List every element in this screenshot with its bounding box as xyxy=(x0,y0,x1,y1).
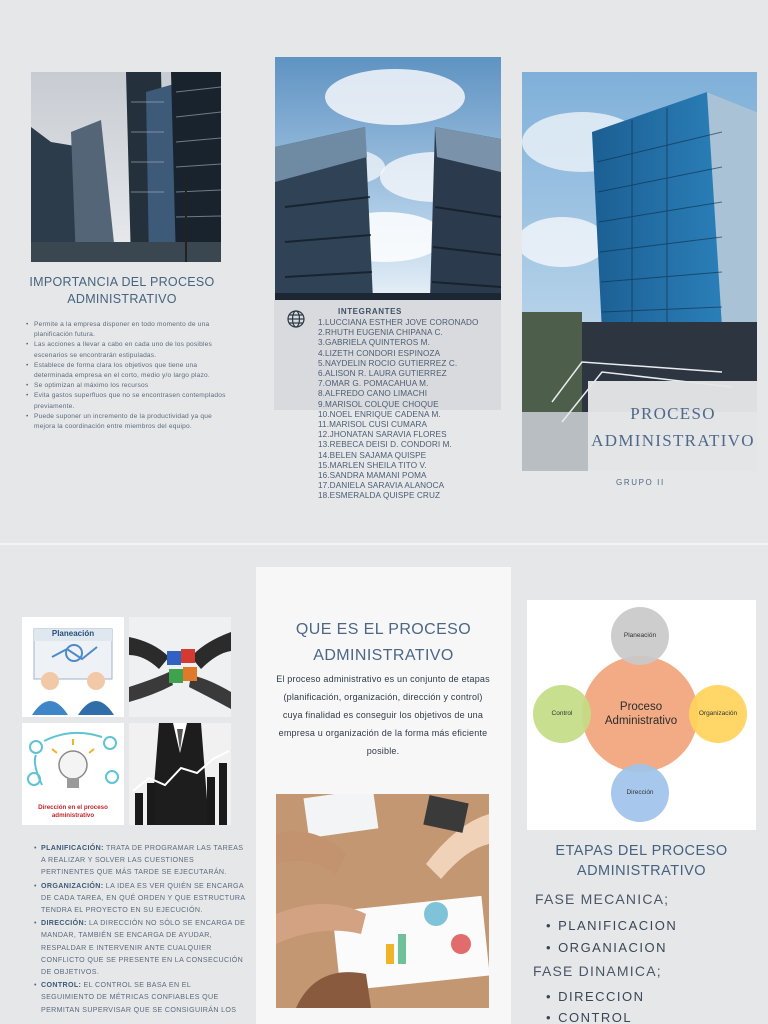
definition-title-line1: QUE ES EL PROCESO xyxy=(295,621,472,638)
stages-title-line1: ETAPAS DEL PROCESO xyxy=(555,843,728,859)
definition-title-line2: ADMINISTRATIVO xyxy=(313,647,454,664)
cover-title-line2: ADMINISTRATIVO xyxy=(591,431,755,450)
diagram-left-label: Control xyxy=(551,710,573,717)
function-term: CONTROL: xyxy=(41,981,82,990)
function-text: TRATA DE PROGRAMAR LAS TAREAS A REALIZAR Y SOLVER LAS CUESTIONES PERTINENTES QUE MÁS TARDE SE EJECUTARÁN. xyxy=(41,844,244,877)
direction-label-line2: administrativo xyxy=(51,812,95,819)
list-item: 13.REBECA DEISI D. CONDORI M. xyxy=(318,440,452,450)
diagram-bottom-label: Dirección xyxy=(626,789,654,796)
list-item: 11.MARISOL CUSI CUMARA xyxy=(318,420,428,430)
direction-label-line1: Dirección en el proceso xyxy=(38,804,108,811)
direction-label xyxy=(22,804,124,820)
planning-label: Planeación xyxy=(51,629,95,638)
diagram-top-label: Planeación xyxy=(623,632,657,639)
list-item: • Se optimizan al máximo los recursos xyxy=(26,381,234,391)
phase-item: • DIRECCION xyxy=(546,989,645,1004)
members-title: INTEGRANTES xyxy=(338,307,402,316)
cover-title-line1: PROCESO xyxy=(630,404,716,423)
definition-title xyxy=(256,617,511,669)
list-item: 7.OMAR G. POMACAHUA M. xyxy=(318,379,429,389)
list-item: • Permite a la empresa disponer en todo momento de una planificación futura. xyxy=(26,320,234,340)
list-item: 16.SANDRA MAMANI POMA xyxy=(318,471,427,481)
list-item: • Evita gastos superfluos que no se encontrasen contemplados previamente. xyxy=(26,391,234,411)
function-text: LA IDEA ES VER QUIÉN SE ENCARGA DE CADA TAREA, EN QUÉ ORDEN Y QUE ESTRUCTURA TENDRA EL PROYECTO EN SU EJECUCIÓN. xyxy=(41,881,246,915)
list-item xyxy=(34,880,246,917)
diagram-center-label xyxy=(585,700,697,728)
cover-title xyxy=(588,400,758,454)
phase-item: • ORGANIACION xyxy=(546,940,667,955)
function-term: PLANIFICACIÓN: xyxy=(41,844,104,852)
city-buildings-photo xyxy=(31,72,221,262)
diagram-center-line1: Proceso xyxy=(619,701,663,713)
function-term: DIRECCIÓN: xyxy=(41,919,87,928)
list-item: 6.ALISON R. LAURA GUTIERREZ xyxy=(318,369,447,379)
list-item: 12.JHONATAN SARAVIA FLORES xyxy=(318,430,447,440)
list-item: 14.BELEN SAJAMA QUISPE xyxy=(318,450,427,460)
list-item: • Establece de forma clara los objetivos que tiene una determinada empresa en el corto, medio y/o largo plazo. xyxy=(26,361,234,381)
list-item xyxy=(34,842,246,879)
function-text: LA DIRECCIÓN NO SÓLO SE ENCARGA DE MANDAR, TAMBIÉN SE ENCARGA DE AYUDAR, RESPALDAR E INTERVENIR ANTE CUALQUIER CONFLICTO QUE SE PRESENTE EN LA CONSECUCIÓN DE OBJETIVOS. xyxy=(41,919,246,977)
group-label: GRUPO II xyxy=(616,478,665,487)
list-item xyxy=(34,979,246,1016)
importance-title-line2: ADMINISTRATIVO xyxy=(67,292,177,306)
list-item: 9.MARISOL COLQUE CHOQUE xyxy=(318,399,439,409)
function-term: ORGANIZACIÓN: xyxy=(41,881,104,890)
definition-body: El proceso administrativo es un conjunto de etapas (planificación, organización, dirección y control) cuya finalidad es conseguir los objetivos de una empresa u organización de la forma más eficiente posible. xyxy=(276,674,490,756)
importance-title xyxy=(22,274,222,308)
puzzle-hands-photo xyxy=(129,617,231,717)
list-item: • Las acciones a llevar a cabo en cada uno de los posibles escenarios se encontrarán estipuladas. xyxy=(26,340,234,360)
stages-title-line2: ADMINISTRATIVO xyxy=(576,863,707,879)
businessman-chart-photo xyxy=(129,723,231,825)
list-item: 4.LIZETH CONDORI ESPINOZA xyxy=(318,348,441,358)
importance-title-line1: IMPORTANCIA DEL PROCESO xyxy=(29,275,215,289)
list-item: 5.NAYDELIN ROCIO GUTIERREZ C. xyxy=(318,358,458,368)
list-item: 15.MARLEN SHEILA TITO V. xyxy=(318,460,427,470)
list-item xyxy=(34,917,246,978)
functions-list xyxy=(34,842,246,1017)
phase-mechanical: FASE MECANICA; xyxy=(535,891,670,907)
meeting-desk-photo xyxy=(276,794,489,1008)
importance-list xyxy=(26,320,234,432)
phase-item: • PLANIFICACION xyxy=(546,918,677,933)
list-item: 1.LUCCIANA ESTHER JOVE CORONADO xyxy=(318,318,479,327)
members-list xyxy=(318,318,508,502)
phase-dynamic: FASE DINAMICA; xyxy=(533,963,662,979)
stages-title xyxy=(527,841,756,881)
list-item: 2.RHUTH EUGENIA CHIPANA C. xyxy=(318,328,443,338)
globe-icon xyxy=(286,309,306,329)
list-item: • Puede suponer un incremento de la productividad ya que mejora la coordinación entre miembros del equipo. xyxy=(26,412,234,432)
list-item: 18.ESMERALDA QUISPE CRUZ xyxy=(318,491,441,501)
page-divider xyxy=(0,543,768,545)
diagram-right-label: Organización xyxy=(698,710,738,717)
towers-sky-photo xyxy=(275,57,501,300)
diagram-center-line2: Administrativo xyxy=(604,715,678,727)
list-item: 3.GABRIELA QUINTEROS M. xyxy=(318,338,430,348)
list-item: 8.ALFREDO CANO LIMACHI xyxy=(318,389,428,399)
list-item: 17.DANIELA SARAVIA ALANOCA xyxy=(318,481,445,491)
phase-item: • CONTROL xyxy=(546,1010,632,1024)
list-item: 10.NOEL ENRIQUE CADENA M. xyxy=(318,409,441,419)
function-text: EL CONTROL SE BASA EN EL SEGUIMIENTO DE MÉTRICAS CONFIABLES QUE PERMITAN SUPERVISAR QUE SE CONSIGUIRÁN LOS xyxy=(41,981,237,1014)
